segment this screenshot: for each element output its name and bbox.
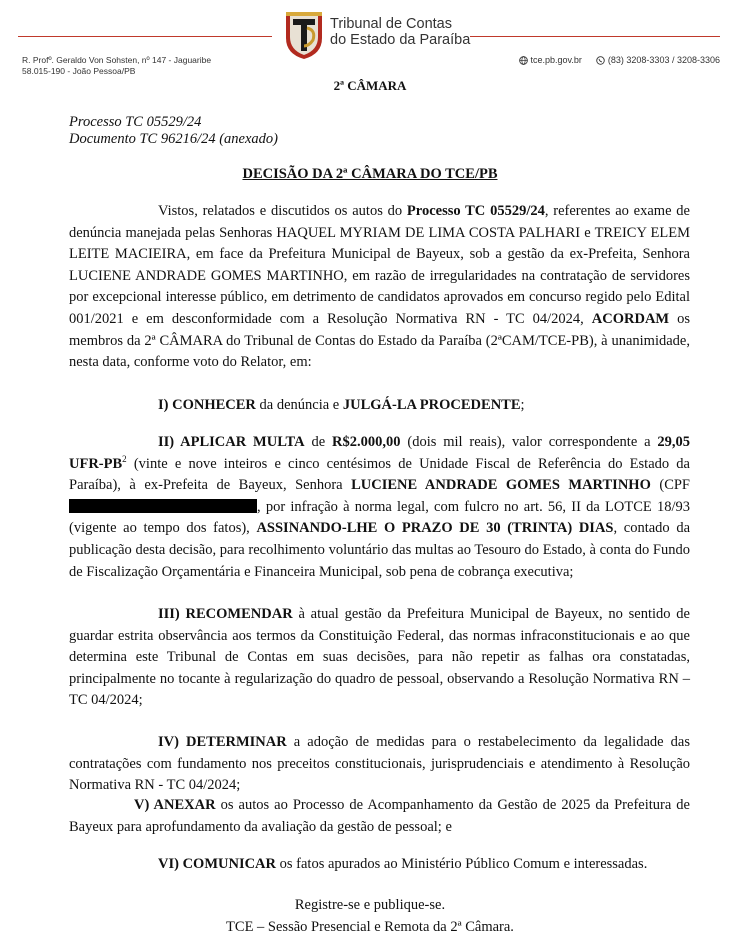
redaction-bar <box>69 499 257 513</box>
intro-paragraph <box>69 201 690 374</box>
header-rule-right <box>470 36 720 37</box>
bold-run: VI) COMUNICAR <box>158 856 277 872</box>
address-line2: 58.015-190 - João Pessoa/PB <box>22 66 136 76</box>
item-vi <box>69 854 690 876</box>
text-run: ; <box>520 397 525 413</box>
decision-title-text: DECISÃO DA 2ª CÂMARA DO TCE/PB <box>242 166 498 182</box>
bold-run: IV) DETERMINAR <box>158 734 287 750</box>
text-run: (vinte e nove inteiros e cinco centésimos de Unidade Fiscal de Referência do Estado da Paraíba), à ex-Prefeita de Bayeux, Senhora <box>69 455 690 494</box>
text-run: de <box>304 434 333 450</box>
chamber-heading: 2ª CÂMARA <box>333 78 407 93</box>
org-name-line2: do Estado da Paraíba <box>330 32 471 48</box>
text-run: os fatos apurados ao Ministério Público Comum e interessadas. <box>276 856 648 872</box>
phone-text: (83) 3208-3303 / 3208-3306 <box>607 55 720 65</box>
closing-line2: TCE – Sessão Presencial e Remota da 2ª Câmara. <box>226 919 514 935</box>
bold-run: 29,05 UFR-PB <box>69 434 691 472</box>
bold-run: JULGÁ-LA PROCEDENTE <box>342 397 521 413</box>
item-ii <box>69 432 690 583</box>
text-run: , referentes ao exame de denúncia manejada pelas Senhoras HAQUEL MYRIAM DE LIMA COSTA PALHARI e TREICY ELEM LEITE MACIEIRA, em face da Prefeitura Municipal de Bayeux, sob a gestão da ex-Prefeita, Senhora LUCIENE ANDRADE GOMES MARTINHO, em razão de irregularidades na contratação de servidores por excepcional interesse público, em detrimento de candidatos aprovados em concurso regido pelo Edital 001/2021 e em desconformidade com a Resolução Normativa RN - TC 04/2024, <box>69 203 690 327</box>
item-i <box>69 395 690 417</box>
text-run: à atual gestão da Prefeitura Municipal de Bayeux, no sentido de guardar estrita observância aos termos da Constituição Federal, das normas infraconstitucionais e ao que determina este Tribunal de Contas em suas decisões, para não repetir as falhas ora constatadas, principalmente no tocante à regularização do quadro de pessoal, observando a Resolução Normativa RN – TC 04/2024; <box>69 606 690 709</box>
bold-run: V) ANEXAR <box>134 797 216 813</box>
bold-run: I) CONHECER <box>158 397 256 413</box>
phone-item <box>596 55 720 65</box>
item-iv <box>69 732 690 797</box>
bold-run: III) RECOMENDAR <box>158 606 293 622</box>
process-number: Processo TC 05529/24 <box>69 114 202 130</box>
globe-icon <box>519 56 528 65</box>
footnote-marker[interactable]: 2 <box>122 453 127 464</box>
bold-run: II) APLICAR MULTA <box>158 434 305 450</box>
closing-line1: Registre-se e publique-se. <box>294 897 446 913</box>
contacts <box>519 55 720 65</box>
closing <box>0 894 740 938</box>
text-run: (dois mil reais), valor correspondente a <box>400 434 658 450</box>
item-iii <box>69 604 690 712</box>
text-run: a adoção de medidas para o restabelecimento da legalidade das contratações com fundamento nos preceitos constitucionais, jurisprudenciais e atendimento à Resolução Normativa RN - TC 04/2024; <box>69 734 690 794</box>
text-run: (CPF <box>650 477 690 494</box>
address-line1: R. Profº. Geraldo Von Sohsten, nº 147 - Jaguaribe <box>22 55 212 65</box>
item-v <box>69 795 690 838</box>
document-number: Documento TC 96216/24 (anexado) <box>69 131 279 147</box>
website-item[interactable] <box>519 55 582 65</box>
bold-run: R$2.000,00 <box>332 434 401 450</box>
header-rule-left <box>18 36 272 37</box>
org-name-line1: Tribunal de Contas <box>330 16 452 32</box>
text-run: , contado da publicação desta decisão, para recolhimento voluntário das multas ao Tesouro do Estado, à conta do Fundo de Fiscalização Orçamentária e Financeira Municipal, sob pena de cobrança executiva; <box>69 520 691 580</box>
bold-run: ACORDAM <box>591 310 670 327</box>
bold-run: LUCIENE ANDRADE GOMES MARTINHO <box>351 477 651 494</box>
process-ids <box>69 114 278 148</box>
text-run: os membros da 2ª CÂMARA do Tribunal de Contas do Estado da Paraíba (2ªCAM/TCE-PB), à unanimidade, nesta data, conforme voto do Relator, em: <box>69 310 690 371</box>
address <box>22 55 211 77</box>
text-run: , por infração à norma legal, com fulcro no art. 56, II da LOTCE 18/93 (vigente ao tempo dos fatos), <box>69 498 690 537</box>
whatsapp-icon <box>596 56 605 65</box>
text-run: Vistos, relatados e discutidos os autos do <box>158 203 407 219</box>
org-name <box>330 16 470 48</box>
tce-logo-icon <box>282 10 326 60</box>
text-run: os autos ao Processo de Acompanhamento da Gestão de 2025 da Prefeitura de Bayeux para aprofundamento da avaliação da gestão de pessoal; e <box>69 797 690 835</box>
bold-run: ASSINANDO-LHE O PRAZO DE 30 (TRINTA) DIAS <box>256 520 614 537</box>
bold-run: Processo TC 05529/24 <box>406 203 545 219</box>
website-text: tce.pb.gov.br <box>530 55 582 65</box>
text-run: da denúncia e <box>255 397 343 413</box>
decision-title <box>0 166 740 183</box>
